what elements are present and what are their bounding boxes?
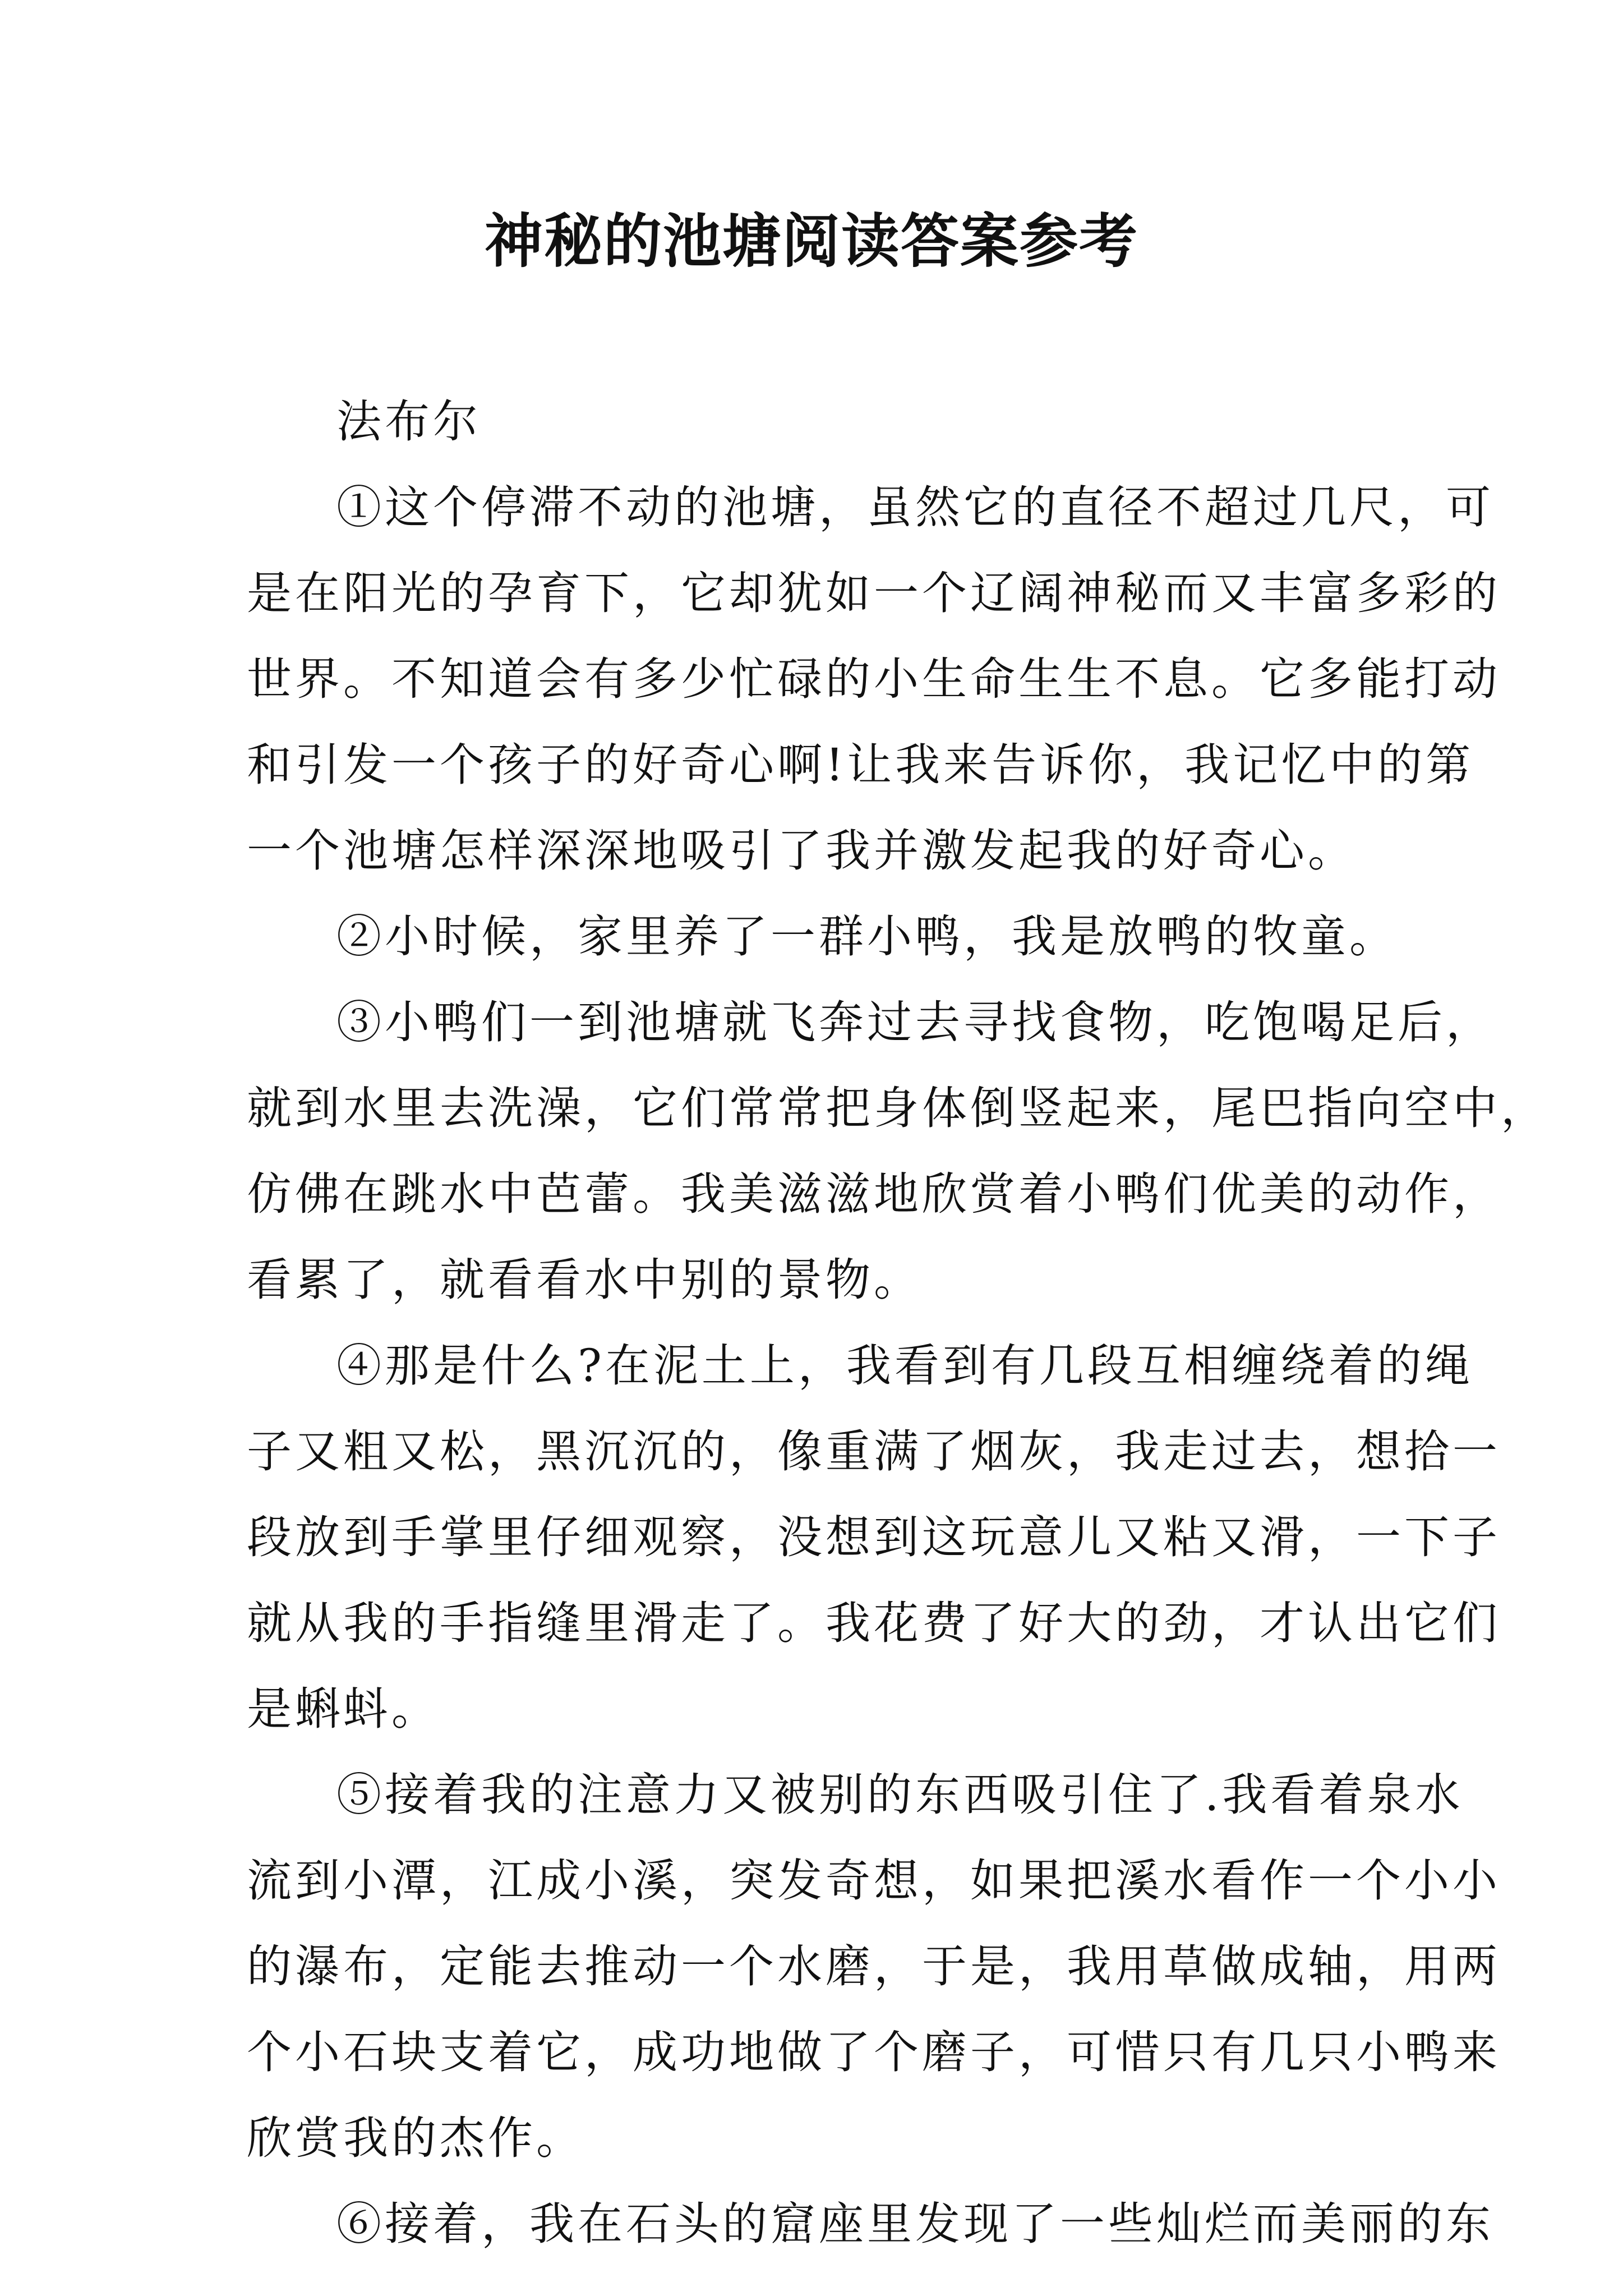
- paragraph-5-line-3: 的瀑布，定能去推动一个水磨，于是，我用草做成轴，用两: [247, 1940, 1501, 1993]
- paragraph-1-line-1: ①这个停滞不动的池塘，虽然它的直径不超过几尺，可: [336, 481, 1494, 533]
- paragraph-1-line-5: 一个池塘怎样深深地吸引了我并激发起我的好奇心。: [247, 825, 1356, 877]
- paragraph-1-line-3: 世界。不知道会有多少忙碌的小生命生生不息。它多能打动: [247, 653, 1501, 705]
- paragraph-5-line-5: 欣赏我的杰作。: [247, 2112, 584, 2164]
- paragraph-4-line-2: 子又粗又松，黑沉沉的，像重满了烟灰，我走过去，想拾一: [247, 1425, 1501, 1478]
- paragraph-3-line-4: 看累了，就看看水中别的景物。: [247, 1254, 922, 1306]
- paragraph-5-line-1: ⑤接着我的注意力又被别的东西吸引住了.我看着泉水: [336, 1769, 1464, 1821]
- document-title: 神秘的池塘阅读答案参考: [484, 206, 1138, 275]
- paragraph-4-line-1: ④那是什么?在泥土上，我看到有几段互相缠绕着的绳: [336, 1340, 1473, 1392]
- paragraph-1-line-2: 是在阳光的孕育下，它却犹如一个辽阔神秘而又丰富多彩的: [247, 567, 1501, 619]
- paragraph-4-line-4: 就从我的手指缝里滑走了。我花费了好大的劲，才认出它们: [247, 1597, 1501, 1649]
- paragraph-4-line-5: 是蝌蚪。: [247, 1683, 440, 1735]
- paragraph-3-line-3: 仿佛在跳水中芭蕾。我美滋滋地欣赏着小鸭们优美的动作，: [247, 1168, 1501, 1220]
- paragraph-5-line-4: 个小石块支着它，成功地做了个磨子，可惜只有几只小鸭来: [247, 2026, 1501, 2078]
- paragraph-5-line-2: 流到小潭，江成小溪，突发奇想，如果把溪水看作一个小小: [247, 1855, 1501, 1907]
- paragraph-1-line-4: 和引发一个孩子的好奇心啊!让我来告诉你，我记忆中的第: [247, 739, 1474, 791]
- document-body: [247, 379, 1549, 2267]
- author-line: 法布尔: [336, 395, 481, 448]
- paragraph-6-line-1: ⑥接着，我在石头的窟座里发现了一些灿烂而美丽的东: [336, 2198, 1494, 2250]
- paragraph-2-line-1: ②小时候，家里养了一群小鸭，我是放鸭的牧童。: [336, 910, 1398, 963]
- paragraph-4-line-3: 段放到手掌里仔细观察，没想到这玩意儿又粘又滑，一下子: [247, 1511, 1501, 1563]
- paragraph-3-line-1: ③小鸭们一到池塘就飞奔过去寻找食物，吃饱喝足后，: [336, 996, 1494, 1048]
- paragraph-3-line-2: 就到水里去洗澡，它们常常把身体倒竖起来，尾巴指向空中，: [247, 1082, 1549, 1134]
